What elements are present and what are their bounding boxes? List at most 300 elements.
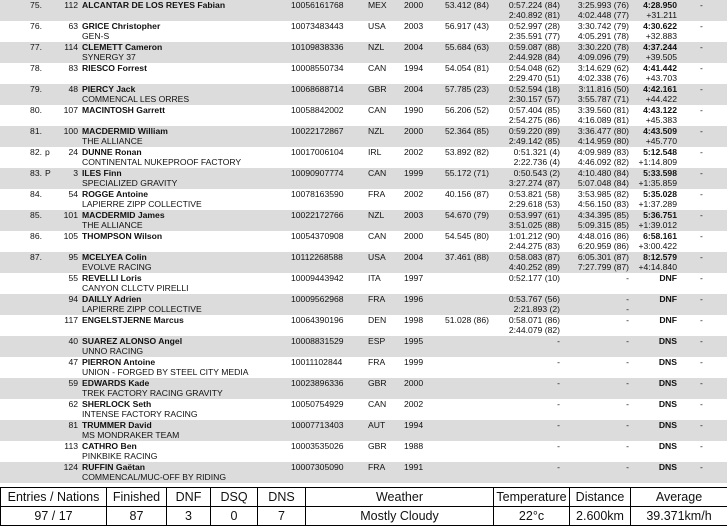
table-row [0,273,727,294]
rider-name: DAILLY Adrien [82,294,141,304]
split-3: 6:05.301 (87) [560,252,629,262]
final-time: 8:12.579 [620,252,677,262]
nation-code: GBR [368,84,387,94]
birth-year: 1999 [404,168,423,178]
bib-number: 62 [56,399,78,409]
table-row [0,231,727,252]
split-3: 4:48.016 (86) [560,231,629,241]
birth-year: 2002 [404,147,423,157]
final-time: 5:33.598 [620,168,677,178]
weather-value: Mostly Cloudy [306,507,494,526]
rider-name: PIERCY Jack [82,84,135,94]
bib-number: 107 [56,105,78,115]
uci-id: 10023896336 [291,378,344,388]
speed-trap: 40.156 (87) [445,189,489,199]
uci-id: 10078163590 [291,189,344,199]
nation-code: GBR [368,378,387,388]
bib-number: 83 [56,63,78,73]
bib-number: 113 [56,441,78,451]
bib-number: 94 [56,294,78,304]
split-2: 2:21.893 (2) [478,304,560,314]
table-row [0,357,727,378]
row-marker: - [700,105,703,115]
nation-code: CAN [368,63,386,73]
split-4: - [560,304,629,314]
split-4: 5:09.315 (85) [560,220,629,230]
split-4: 5:07.048 (84) [560,178,629,188]
table-row [0,441,727,462]
final-time: 5:35.028 [620,189,677,199]
bib-number: 63 [56,21,78,31]
team-name: GEN-S [82,31,109,41]
final-time: DNS [620,399,677,409]
final-time: DNF [620,294,677,304]
row-marker: - [700,462,703,472]
rank-cell: 77. [4,42,42,52]
dnf-header: DNF [167,488,211,507]
bib-number: 24 [56,147,78,157]
final-time: 4:30.622 [620,21,677,31]
split-3: 4:34.395 (85) [560,210,629,220]
birth-year: 2000 [404,0,423,10]
split-1: 0:52.594 (18) [478,84,560,94]
nation-code: MEX [368,0,387,10]
uci-id: 10009443942 [291,273,344,283]
birth-year: 2003 [404,21,423,31]
rider-name: CLEMETT Cameron [82,42,162,52]
rank-cell: 87. [4,252,42,262]
nation-code: NZL [368,210,384,220]
split-1: 0:54.048 (62) [478,63,560,73]
uci-id: 10008831529 [291,336,344,346]
time-gap: +31.211 [620,10,677,20]
nation-code: CAN [368,105,386,115]
split-3: - [560,462,629,472]
split-4: 4:16.089 (81) [560,115,629,125]
final-time: DNS [620,420,677,430]
split-2: 4:40.252 (89) [478,262,560,272]
bib-number: 117 [56,315,78,325]
row-marker: - [700,273,703,283]
split-3: 3:30.742 (79) [560,21,629,31]
rank-cell: 81. [4,126,42,136]
rider-name: MACDERMID William [82,126,168,136]
team-name: UNION - FORGED BY STEEL CITY MEDIA [82,367,249,377]
birth-year: 1995 [404,336,423,346]
uci-id: 10007305090 [291,462,344,472]
row-marker: - [700,21,703,31]
row-marker: - [700,210,703,220]
final-time: DNS [620,441,677,451]
birth-year: 1988 [404,441,423,451]
rank-cell: 86. [4,231,42,241]
rider-name: GRICE Christopher [82,21,160,31]
uci-id: 10017006104 [291,147,344,157]
final-time: DNS [620,462,677,472]
bib-number: 54 [56,189,78,199]
nation-code: ESP [368,336,385,346]
rank-cell: 79. [4,84,42,94]
time-gap: +3:00.422 [620,241,677,251]
birth-year: 2002 [404,189,423,199]
split-1: 1:01.212 (90) [478,231,560,241]
split-4: 4:56.150 (83) [560,199,629,209]
uci-id: 10068688714 [291,84,344,94]
rank-cell: 78. [4,63,42,73]
rider-name: MCELYEA Colin [82,252,147,262]
split-3: 3:25.993 (76) [560,0,629,10]
table-row [0,462,727,483]
row-marker: - [700,0,703,10]
nation-code: CAN [368,231,386,241]
nation-code: FRA [368,462,385,472]
row-marker: - [700,294,703,304]
split-2: 2:22.736 (4) [478,157,560,167]
split-1: 0:57.404 (85) [478,105,560,115]
birth-year: 2000 [404,231,423,241]
split-2: 2:29.618 (53) [478,199,560,209]
row-marker: - [700,336,703,346]
final-time: DNF [620,315,677,325]
split-2: 2:49.142 (85) [478,136,560,146]
uci-id: 10064390196 [291,315,344,325]
split-3: - [560,336,629,346]
final-time: 5:12.548 [620,147,677,157]
rank-cell: 84. [4,189,42,199]
bib-number: 124 [56,462,78,472]
rider-name: MACINTOSH Garrett [82,105,165,115]
uci-id: 10022172867 [291,126,344,136]
speed-trap: 37.461 (88) [445,252,489,262]
final-time: 4:43.509 [620,126,677,136]
row-marker: - [700,189,703,199]
rank-cell: 83. [4,168,42,178]
rider-name: MACDERMID James [82,210,165,220]
speed-trap: 56.917 (43) [445,21,489,31]
split-3: - [560,294,629,304]
bib-number: 95 [56,252,78,262]
team-name: LAPIERRE ZIPP COLLECTIVE [82,304,202,314]
final-time: 6:58.161 [620,231,677,241]
rider-name: SUAREZ ALONSO Angel [82,336,182,346]
speed-trap: 54.670 (79) [445,210,489,220]
table-row [0,315,727,336]
weather-header: Weather [306,488,494,507]
split-3: 3:11.816 (50) [560,84,629,94]
final-time: DNS [620,336,677,346]
split-1: 0:53.997 (61) [478,210,560,220]
rider-name: TRUMMER David [82,420,152,430]
rank-cell: 75. [4,0,42,10]
time-gap: +1:37.289 [620,199,677,209]
rider-name: ROGGE Antoine [82,189,148,199]
split-3: 3:53.985 (82) [560,189,629,199]
split-2: 2:29.470 (51) [478,73,560,83]
birth-year: 1996 [404,294,423,304]
birth-year: 2000 [404,126,423,136]
rider-name: ENGELSTJERNE Marcus [82,315,184,325]
uci-id: 10109838336 [291,42,344,52]
table-row [0,0,727,21]
split-4: 4:05.291 (78) [560,31,629,41]
bib-number: 3 [56,168,78,178]
split-2: 2:44.275 (83) [478,241,560,251]
dsq-value: 0 [211,507,258,526]
rider-name: EDWARDS Kade [82,378,149,388]
split-2: 2:35.591 (77) [478,31,560,41]
birth-year: 2004 [404,84,423,94]
nation-code: FRA [368,189,385,199]
uci-id: 10058842002 [291,105,344,115]
birth-year: 1994 [404,420,423,430]
team-name: SPECIALIZED GRAVITY [82,178,177,188]
team-name: CANYON CLLCTV PIRELLI [82,283,189,293]
dnf-value: 3 [167,507,211,526]
split-4: 4:46.092 (82) [560,157,629,167]
time-gap: +43.703 [620,73,677,83]
row-marker: - [700,357,703,367]
speed-trap: 52.364 (85) [445,126,489,136]
team-name: PINKBIKE RACING [82,451,157,461]
split-3: - [560,315,629,325]
split-3: 3:36.477 (80) [560,126,629,136]
dns-value: 7 [258,507,306,526]
row-marker: - [700,420,703,430]
split-4: 4:14.959 (80) [560,136,629,146]
rider-name: THOMPSON Wilson [82,231,162,241]
bib-number: 105 [56,231,78,241]
team-name: THE ALLIANCE [82,136,143,146]
table-row [0,210,727,231]
final-time: 4:41.442 [620,63,677,73]
entries-value: 97 / 17 [1,507,107,526]
split-3: - [560,399,629,409]
team-name: TREK FACTORY RACING GRAVITY [82,388,223,398]
row-marker: - [700,252,703,262]
birth-year: 1994 [404,63,423,73]
row-marker: - [700,147,703,157]
row-marker: - [700,168,703,178]
speed-trap: 53.412 (84) [445,0,489,10]
split-4: 6:20.959 (86) [560,241,629,251]
rider-name: ALCANTAR DE LOS REYES Fabian [82,0,225,10]
final-time: 4:42.161 [620,84,677,94]
split-1: 0:53.767 (56) [478,294,560,304]
table-row [0,126,727,147]
bib-number: 81 [56,420,78,430]
table-row [0,378,727,399]
split-4: 4:02.338 (76) [560,73,629,83]
split-2: 2:40.892 (81) [478,10,560,20]
uci-id: 10009562968 [291,294,344,304]
uci-id: 10054370908 [291,231,344,241]
split-1: 0:50.543 (2) [478,168,560,178]
speed-trap: 57.785 (23) [445,84,489,94]
rank-cell: 82. [4,147,42,157]
time-gap: +45.383 [620,115,677,125]
birth-year: 2004 [404,42,423,52]
birth-year: 2002 [404,399,423,409]
time-gap: +45.770 [620,136,677,146]
split-3: - [560,441,629,451]
average-header: Average [631,488,727,507]
bib-number: 114 [56,42,78,52]
split-1: - [478,420,560,430]
table-row [0,168,727,189]
nation-code: GBR [368,441,387,451]
bib-number: 59 [56,378,78,388]
rank-cell: 85. [4,210,42,220]
time-gap: +1:35.859 [620,178,677,188]
speed-trap: 55.684 (63) [445,42,489,52]
final-time: 4:28.950 [620,0,677,10]
flag-cell: P [45,168,51,178]
split-3: 3:14.629 (62) [560,63,629,73]
speed-trap: 54.545 (80) [445,231,489,241]
birth-year: 2003 [404,210,423,220]
rank-cell: 76. [4,21,42,31]
nation-code: USA [368,252,386,262]
split-3: - [560,273,629,283]
uci-id: 10008550734 [291,63,344,73]
bib-number: 47 [56,357,78,367]
uci-id: 10050754929 [291,399,344,409]
speed-trap: 56.206 (52) [445,105,489,115]
split-1: - [478,399,560,409]
split-1: 0:57.224 (84) [478,0,560,10]
row-marker: - [700,63,703,73]
table-row [0,399,727,420]
team-name: COMMENCAL/MUC-OFF BY RIDING [82,472,226,482]
team-name: THE ALLIANCE [82,220,143,230]
entries-header: Entries / Nations [1,488,107,507]
finished-value: 87 [107,507,167,526]
table-row [0,147,727,168]
birth-year: 2004 [404,252,423,262]
split-3: - [560,420,629,430]
distance-header: Distance [570,488,631,507]
final-time: 4:37.244 [620,42,677,52]
table-row [0,105,727,126]
table-row [0,294,727,315]
split-3: - [560,357,629,367]
uci-id: 10007713403 [291,420,344,430]
uci-id: 10022172766 [291,210,344,220]
split-2: 3:27.274 (87) [478,178,560,188]
bib-number: 101 [56,210,78,220]
split-3: - [560,378,629,388]
nation-code: FRA [368,294,385,304]
row-marker: - [700,399,703,409]
split-1: 0:52.997 (28) [478,21,560,31]
team-name: SYNERGY 37 [82,52,136,62]
temperature-header: Temperature [494,488,570,507]
nation-code: NZL [368,126,384,136]
time-gap: +39.505 [620,52,677,62]
table-row [0,21,727,42]
split-3: 4:10.480 (84) [560,168,629,178]
nation-code: USA [368,21,386,31]
row-marker: - [700,231,703,241]
table-row [0,189,727,210]
time-gap: +4:14.840 [620,262,677,272]
distance-value: 2.600km [570,507,631,526]
table-row [0,252,727,273]
nation-code: CAN [368,399,386,409]
split-1: 0:59.087 (88) [478,42,560,52]
table-row [0,42,727,63]
bib-number: 100 [56,126,78,136]
split-4: 7:27.799 (87) [560,262,629,272]
rider-name: PIERRON Antoine [82,357,155,367]
team-name: LAPIERRE ZIPP COLLECTIVE [82,199,202,209]
rider-name: REVELLI Loris [82,273,142,283]
time-gap: +44.422 [620,94,677,104]
team-name: COMMENCAL LES ORRES [82,94,189,104]
nation-code: DEN [368,315,386,325]
team-name: MS MONDRAKER TEAM [82,430,179,440]
split-1: - [478,336,560,346]
split-4: 4:09.096 (79) [560,52,629,62]
uci-id: 10056161768 [291,0,344,10]
rider-name: ILES Finn [82,168,122,178]
table-row [0,420,727,441]
row-marker: - [700,378,703,388]
speed-trap: 55.172 (71) [445,168,489,178]
split-2: 2:54.275 (86) [478,115,560,125]
race-summary-table [0,487,727,526]
split-1: - [478,441,560,451]
split-1: 0:58.083 (87) [478,252,560,262]
rider-name: SHERLOCK Seth [82,399,151,409]
split-4: 4:02.448 (77) [560,10,629,20]
rank-cell: 80. [4,105,42,115]
nation-code: CAN [368,168,386,178]
split-1: 0:53.821 (58) [478,189,560,199]
row-marker: - [700,84,703,94]
nation-code: FRA [368,357,385,367]
split-2: 2:44.928 (84) [478,52,560,62]
time-gap: +1:39.012 [620,220,677,230]
birth-year: 1999 [404,357,423,367]
rider-name: RUFFIN Gaëtan [82,462,145,472]
birth-year: 2000 [404,378,423,388]
table-row [0,84,727,105]
final-time: DNS [620,378,677,388]
split-2: 2:44.079 (82) [478,325,560,335]
row-marker: - [700,315,703,325]
final-time: DNF [620,273,677,283]
team-name: EVOLVE RACING [82,262,152,272]
birth-year: 1997 [404,273,423,283]
time-gap: +1:14.809 [620,157,677,167]
split-3: 3:39.560 (81) [560,105,629,115]
uci-id: 10090907774 [291,168,344,178]
bib-number: 48 [56,84,78,94]
average-value: 39.371km/h [631,507,727,526]
split-1: 0:58.071 (86) [478,315,560,325]
split-3: 3:30.220 (78) [560,42,629,52]
split-1: 0:52.177 (10) [478,273,560,283]
rider-name: DUNNE Ronan [82,147,142,157]
rider-name: RIESCO Forrest [82,63,147,73]
row-marker: - [700,126,703,136]
row-marker: - [700,42,703,52]
team-name: INTENSE FACTORY RACING [82,409,198,419]
flag-cell: p [45,147,50,157]
nation-code: NZL [368,42,384,52]
bib-number: 40 [56,336,78,346]
